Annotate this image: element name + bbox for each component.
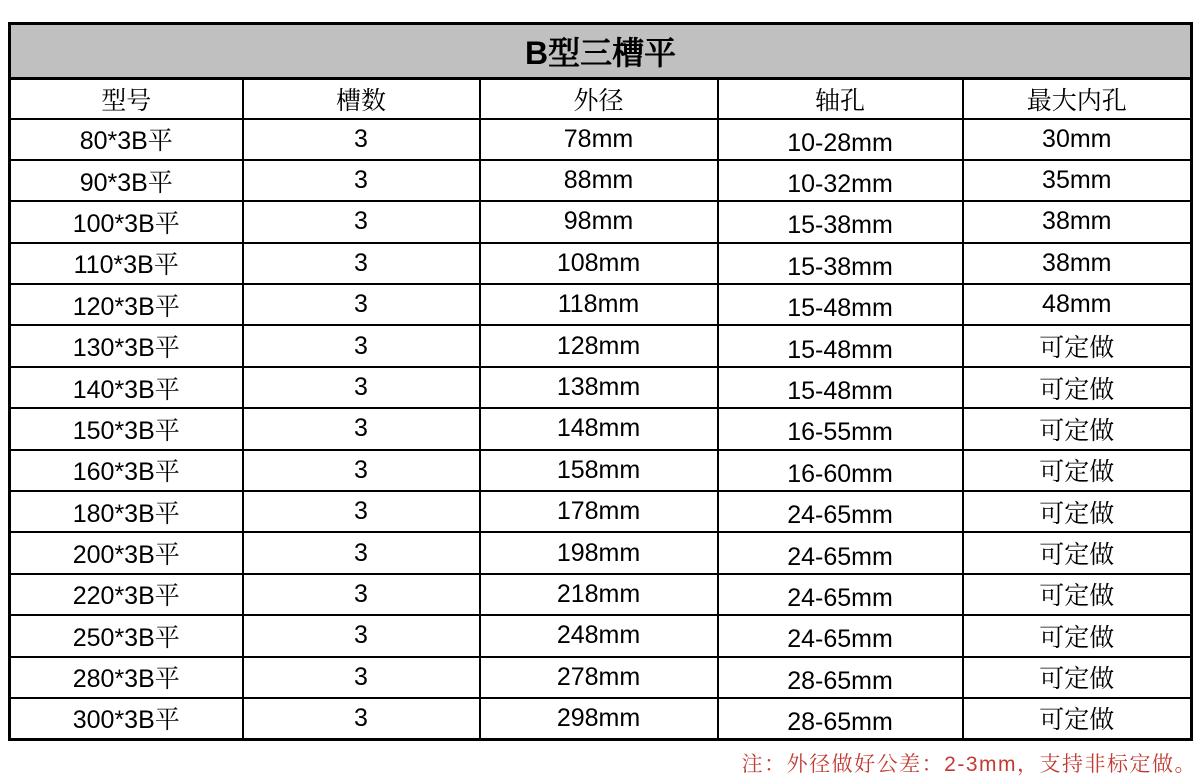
cell-outer-diameter — [480, 698, 718, 739]
cell-outer-diameter — [480, 160, 718, 201]
cell-text: 48mm — [1042, 290, 1112, 319]
cell-outer-diameter — [480, 491, 718, 532]
cell-text: 278mm — [556, 662, 641, 691]
table-row — [10, 615, 1192, 656]
cell-shaft-hole — [718, 657, 963, 698]
cell-text: 248mm — [556, 621, 641, 650]
cell-text: 15-48mm — [787, 294, 893, 323]
cell-text: 3 — [354, 621, 368, 650]
cell-text: 15-48mm — [787, 377, 893, 406]
cell-grooves — [243, 160, 480, 201]
cell-shaft-hole — [718, 698, 963, 739]
cell-outer-diameter — [480, 574, 718, 615]
cell-text: 3 — [354, 538, 368, 567]
cell-text: 3 — [354, 248, 368, 277]
cell-outer-diameter — [480, 325, 718, 366]
cell-text: 可定做 — [1039, 334, 1115, 363]
cell-model — [10, 450, 243, 491]
cell-grooves — [243, 367, 480, 408]
cell-text: 110*3B平 — [73, 251, 179, 280]
table-title: B型三槽平 — [10, 24, 1192, 79]
cell-text: 3 — [354, 331, 368, 360]
cell-max-bore — [963, 408, 1192, 449]
cell-text: 100*3B平 — [72, 209, 180, 238]
cell-outer-diameter — [480, 408, 718, 449]
table-row — [10, 491, 1192, 532]
cell-model — [10, 119, 243, 160]
column-header-grooves: 槽数 — [243, 79, 480, 119]
cell-shaft-hole — [718, 367, 963, 408]
cell-text: 90*3B平 — [79, 168, 173, 197]
cell-text: 16-55mm — [787, 418, 893, 447]
cell-max-bore — [963, 243, 1192, 284]
cell-text: 180*3B平 — [72, 499, 180, 528]
table-row — [10, 657, 1192, 698]
cell-text: 28-65mm — [787, 666, 893, 695]
cell-text: 可定做 — [1039, 458, 1115, 487]
cell-max-bore — [963, 119, 1192, 160]
column-header-shaft-hole: 轴孔 — [718, 79, 963, 119]
table-row — [10, 532, 1192, 573]
column-header-outer-diameter: 外径 — [480, 79, 718, 119]
cell-grooves — [243, 325, 480, 366]
cell-shaft-hole — [718, 615, 963, 656]
cell-outer-diameter — [480, 243, 718, 284]
cell-model — [10, 201, 243, 242]
cell-text: 108mm — [556, 248, 641, 277]
cell-text: 200*3B平 — [72, 541, 180, 570]
cell-model — [10, 325, 243, 366]
cell-model — [10, 657, 243, 698]
table-row — [10, 325, 1192, 366]
cell-text: 298mm — [556, 703, 641, 732]
cell-model — [10, 160, 243, 201]
cell-shaft-hole — [718, 284, 963, 325]
cell-model — [10, 408, 243, 449]
cell-text: 198mm — [556, 538, 641, 567]
cell-text: 16-60mm — [787, 459, 893, 488]
table-row — [10, 408, 1192, 449]
cell-shaft-hole — [718, 243, 963, 284]
cell-shaft-hole — [718, 408, 963, 449]
cell-max-bore — [963, 532, 1192, 573]
cell-text: 24-65mm — [787, 501, 893, 530]
cell-max-bore — [963, 698, 1192, 739]
cell-grooves — [243, 615, 480, 656]
cell-text: 3 — [354, 373, 368, 402]
cell-text: 78mm — [563, 124, 634, 153]
cell-text: 可定做 — [1039, 706, 1115, 735]
cell-text: 158mm — [556, 455, 641, 484]
cell-text: 148mm — [556, 414, 641, 443]
spec-table — [8, 22, 1193, 741]
cell-grooves — [243, 243, 480, 284]
cell-grooves — [243, 491, 480, 532]
cell-text: 15-38mm — [787, 252, 893, 281]
cell-text: 35mm — [1042, 166, 1112, 195]
cell-text: 3 — [354, 455, 368, 484]
cell-text: 3 — [354, 290, 368, 319]
cell-max-bore — [963, 657, 1192, 698]
cell-text: 10-32mm — [787, 170, 893, 199]
cell-max-bore — [963, 574, 1192, 615]
cell-shaft-hole — [718, 574, 963, 615]
cell-text: 3 — [354, 166, 368, 195]
cell-text: 80*3B平 — [79, 127, 173, 156]
cell-max-bore — [963, 367, 1192, 408]
cell-text: 可定做 — [1039, 623, 1115, 652]
cell-text: 可定做 — [1039, 375, 1115, 404]
cell-text: 128mm — [556, 331, 641, 360]
cell-text: 140*3B平 — [72, 375, 180, 404]
cell-outer-diameter — [480, 201, 718, 242]
cell-text: 3 — [354, 662, 368, 691]
cell-max-bore — [963, 160, 1192, 201]
table-row — [10, 160, 1192, 201]
cell-grooves — [243, 119, 480, 160]
cell-max-bore — [963, 325, 1192, 366]
cell-model — [10, 367, 243, 408]
cell-grooves — [243, 698, 480, 739]
cell-shaft-hole — [718, 119, 963, 160]
table-row — [10, 367, 1192, 408]
cell-text: 220*3B平 — [72, 582, 180, 611]
cell-text: 可定做 — [1039, 665, 1115, 694]
cell-max-bore — [963, 284, 1192, 325]
cell-grooves — [243, 284, 480, 325]
cell-text: 120*3B平 — [72, 292, 180, 321]
cell-shaft-hole — [718, 160, 963, 201]
cell-outer-diameter — [480, 450, 718, 491]
table-row — [10, 284, 1192, 325]
cell-shaft-hole — [718, 532, 963, 573]
title-row — [10, 24, 1192, 79]
cell-model — [10, 491, 243, 532]
cell-text: 88mm — [563, 166, 634, 195]
cell-text: 160*3B平 — [72, 458, 180, 487]
cell-text: 150*3B平 — [72, 416, 180, 445]
cell-outer-diameter — [480, 657, 718, 698]
column-header-model: 型号 — [10, 79, 243, 119]
cell-text: 38mm — [1042, 207, 1112, 236]
table-row — [10, 119, 1192, 160]
table-row — [10, 243, 1192, 284]
cell-grooves — [243, 450, 480, 491]
cell-text: 118mm — [557, 290, 640, 319]
cell-text: 280*3B平 — [72, 665, 180, 694]
cell-model — [10, 698, 243, 739]
cell-outer-diameter — [480, 532, 718, 573]
cell-text: 24-65mm — [787, 625, 893, 654]
cell-outer-diameter — [480, 367, 718, 408]
spec-table-body — [10, 119, 1192, 740]
cell-text: 3 — [354, 497, 368, 526]
cell-model — [10, 532, 243, 573]
cell-grooves — [243, 408, 480, 449]
cell-shaft-hole — [718, 491, 963, 532]
cell-text: 3 — [354, 414, 368, 443]
cell-text: 15-38mm — [787, 211, 893, 240]
cell-text: 218mm — [556, 579, 641, 608]
cell-grooves — [243, 657, 480, 698]
table-row — [10, 450, 1192, 491]
cell-text: 38mm — [1042, 248, 1112, 277]
cell-text: 可定做 — [1039, 416, 1115, 445]
column-header-max-bore: 最大内孔 — [963, 79, 1192, 119]
cell-max-bore — [963, 491, 1192, 532]
cell-grooves — [243, 532, 480, 573]
tolerance-note: 注：外径做好公差：2-3mm，支持非标定做。 — [741, 753, 1197, 776]
cell-outer-diameter — [480, 615, 718, 656]
cell-text: 可定做 — [1039, 582, 1115, 611]
cell-text: 138mm — [556, 373, 641, 402]
cell-model — [10, 243, 243, 284]
cell-text: 10-28mm — [787, 128, 893, 157]
cell-text: 可定做 — [1039, 499, 1115, 528]
spec-table-head — [10, 24, 1192, 119]
cell-outer-diameter — [480, 284, 718, 325]
cell-model — [10, 615, 243, 656]
cell-text: 28-65mm — [787, 707, 893, 736]
cell-text: 15-48mm — [787, 335, 893, 364]
cell-max-bore — [963, 201, 1192, 242]
cell-max-bore — [963, 615, 1192, 656]
cell-outer-diameter — [480, 119, 718, 160]
cell-text: 24-65mm — [787, 583, 893, 612]
cell-text: 3 — [354, 579, 368, 608]
cell-model — [10, 284, 243, 325]
cell-text: 3 — [354, 703, 368, 732]
cell-text: 178mm — [556, 497, 641, 526]
cell-shaft-hole — [718, 450, 963, 491]
cell-text: 可定做 — [1039, 541, 1115, 570]
table-row — [10, 698, 1192, 739]
cell-text: 300*3B平 — [72, 706, 180, 735]
cell-grooves — [243, 201, 480, 242]
cell-text: 3 — [354, 124, 368, 153]
cell-text: 98mm — [563, 207, 634, 236]
header-row — [10, 79, 1192, 119]
table-row — [10, 574, 1192, 615]
cell-model — [10, 574, 243, 615]
cell-shaft-hole — [718, 201, 963, 242]
cell-text: 250*3B平 — [72, 623, 180, 652]
cell-grooves — [243, 574, 480, 615]
cell-shaft-hole — [718, 325, 963, 366]
cell-max-bore — [963, 450, 1192, 491]
cell-text: 130*3B平 — [72, 334, 180, 363]
cell-text: 24-65mm — [787, 542, 893, 571]
table-row — [10, 201, 1192, 242]
cell-text: 3 — [354, 207, 368, 236]
cell-text: 30mm — [1042, 124, 1112, 153]
spec-table-container — [8, 22, 1193, 741]
